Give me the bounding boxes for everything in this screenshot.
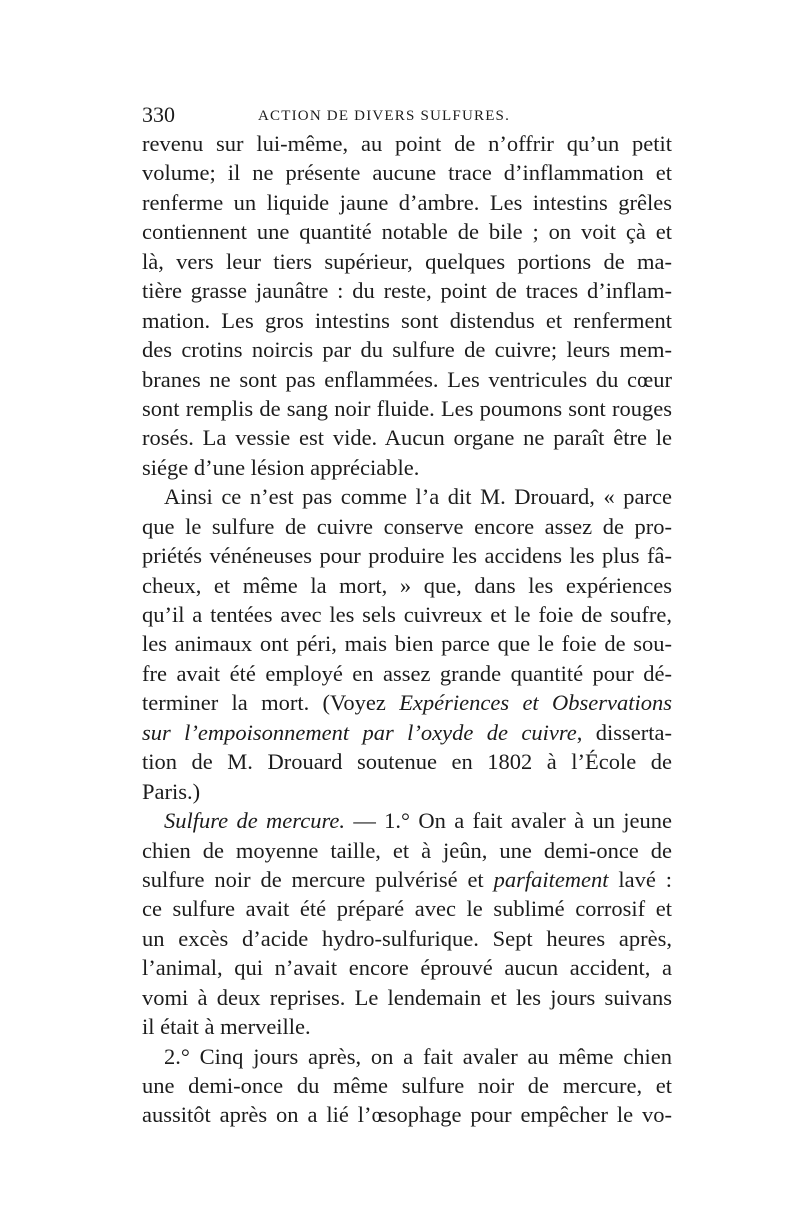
text-run: chien de moyenne taille, et à jeûn, une demi-once de: [142, 837, 672, 863]
text-run: revenu sur lui-même, au point de n’offrir qu’un petit: [142, 131, 672, 156]
text-line: [142, 188, 672, 217]
text-line: [142, 1071, 672, 1100]
text-line: [142, 1042, 672, 1071]
text-line: [142, 541, 672, 570]
text-line: [142, 777, 672, 806]
italic-text: parfaitement: [493, 866, 609, 892]
text-line: [142, 1012, 672, 1041]
text-run: renferme un liquide jaune d’ambre. Les intestins grêles: [142, 189, 672, 215]
text-run: l’animal, qui n’avait encore éprouvé aucun accident, a: [142, 955, 672, 981]
text-run: volume; il ne présente aucune trace d’inflammation et: [142, 160, 672, 186]
text-line: [142, 718, 672, 747]
text-line: [142, 306, 672, 335]
text-run: Ainsi ce n’est pas comme l’a dit M. Drouard, « parce: [164, 484, 672, 510]
text-line: [142, 365, 672, 394]
text-run: branes ne sont pas enflammées. Les ventricules du cœur: [142, 366, 672, 392]
text-run: là, vers leur tiers supérieur, quelques portions de ma-: [142, 248, 672, 274]
text-run: aussitôt après on a lié l’œsophage pour empêcher le vo-: [142, 1102, 672, 1128]
text-line: [142, 836, 672, 865]
text-line: [142, 423, 672, 452]
page-header: [142, 100, 672, 130]
text-run: siége d’une lésion appréciable.: [142, 454, 420, 480]
running-title: ACTION DE DIVERS SULFURES.: [258, 108, 511, 124]
text-line: [142, 394, 672, 423]
text-line: [142, 482, 672, 511]
text-line: [142, 276, 672, 305]
text-line: [142, 217, 672, 246]
text-run: lavé :: [608, 866, 672, 892]
text-run: sont remplis de sang noir fluide. Les poumons sont rouges: [142, 395, 672, 421]
text-line: [142, 453, 672, 482]
text-run: que le sulfure de cuivre conserve encore assez de pro-: [142, 513, 672, 539]
page-number: 330: [142, 102, 175, 127]
text-run: tière grasse jaunâtre : du reste, point de traces d’inflam-: [142, 278, 672, 304]
text-line: [142, 983, 672, 1012]
text-run: , disserta-: [576, 719, 672, 745]
text-line: [142, 865, 672, 894]
text-run: des crotins noircis par du sulfure de cuivre; leurs mem-: [142, 337, 672, 363]
text-line: [142, 747, 672, 776]
text-line: [142, 924, 672, 953]
text-run: vomi à deux reprises. Le lendemain et les jours suivans: [142, 984, 672, 1010]
text-line: [142, 571, 672, 600]
italic-text: Expériences et Observations: [399, 690, 672, 716]
text-line: [142, 158, 672, 187]
text-run: mation. Les gros intestins sont distendus et renferment: [142, 307, 672, 333]
italic-text: sur l’empoisonnement par l’oxyde de cuivre: [142, 719, 577, 745]
text-line: [142, 247, 672, 276]
text-line: [142, 1100, 672, 1129]
text-run: rosés. La vessie est vide. Aucun organe ne paraît être le: [142, 425, 672, 451]
text-line: [142, 806, 672, 835]
text-run: — 1.° On a fait avaler à un jeune: [345, 808, 672, 834]
text-line: [142, 953, 672, 982]
text-line: [142, 335, 672, 364]
text-body: [142, 129, 672, 1130]
text-run: une demi-once du même sulfure noir de mercure, et: [142, 1073, 672, 1098]
italic-text: Sulfure de mercure.: [164, 808, 345, 834]
text-run: fre avait été employé en assez grande quantité pour dé-: [142, 660, 672, 686]
text-line: [142, 129, 672, 158]
text-run: ce sulfure avait été préparé avec le sublimé corrosif et: [142, 896, 672, 922]
text-line: [142, 600, 672, 629]
text-run: 2.° Cinq jours après, on a fait avaler au même chien: [164, 1043, 672, 1069]
text-run: terminer la mort. (Voyez: [142, 690, 400, 716]
text-line: [142, 894, 672, 923]
text-run: sulfure noir de mercure pulvérisé et: [142, 866, 494, 892]
text-run: contiennent une quantité notable de bile ; on voit çà et: [142, 219, 672, 245]
text-line: [142, 512, 672, 541]
text-line: [142, 688, 672, 717]
text-line: [142, 659, 672, 688]
text-run: qu’il a tentées avec les sels cuivreux et le foie de soufre,: [142, 602, 672, 627]
text-run: il était à merveille.: [142, 1014, 311, 1040]
text-run: les animaux ont péri, mais bien parce que le foie de sou-: [142, 631, 672, 657]
text-line: [142, 629, 672, 658]
text-run: priétés vénéneuses pour produire les accidens les plus fâ-: [142, 543, 672, 569]
text-run: cheux, et même la mort, » que, dans les expériences: [142, 572, 672, 598]
text-run: Paris.): [142, 778, 201, 804]
text-run: tion de M. Drouard soutenue en 1802 à l’École de: [142, 749, 672, 775]
text-run: un excès d’acide hydro-sulfurique. Sept heures après,: [142, 925, 672, 951]
